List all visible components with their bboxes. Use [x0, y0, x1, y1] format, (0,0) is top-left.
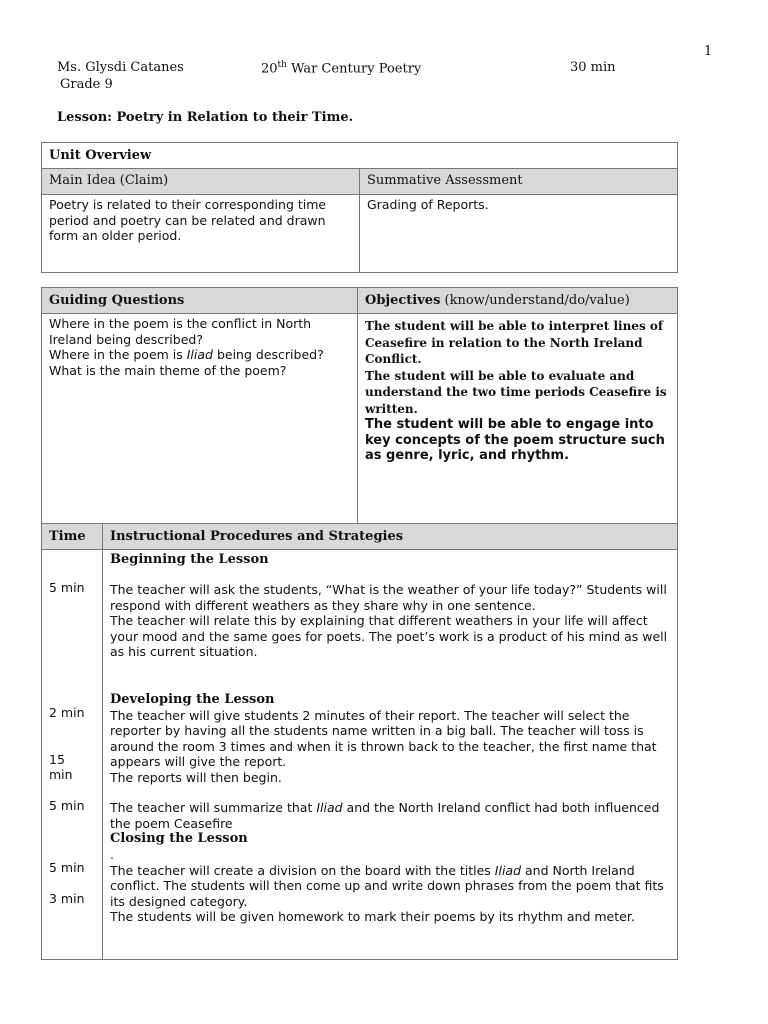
summative-header: Summative Assessment — [360, 169, 678, 195]
main-idea-header: Main Idea (Claim) — [42, 169, 360, 195]
closing-dot: . — [110, 847, 114, 862]
closing-paragraph-1 — [110, 863, 670, 910]
lesson-heading: Lesson: Poetry in Relation to their Time. — [57, 110, 354, 125]
main-idea-text: Poetry is related to their corresponding time period and poetry can be related and drawn form an older period. — [42, 195, 360, 273]
time-homework: 3 min — [49, 891, 85, 906]
strategies-content — [103, 550, 678, 960]
strategies-header: Instructional Procedures and Strategies — [103, 524, 678, 550]
objectives-label: Objectives — [365, 293, 441, 308]
question-2-iliad: Iliad — [186, 347, 213, 362]
dev-p3-post: and the North Ireland conflict had both influenced the poem Ceasefire — [110, 800, 660, 831]
summative-text: Grading of Reports. — [360, 195, 678, 273]
dev-p3-iliad: Iliad — [316, 800, 343, 815]
time-header: Time — [42, 524, 103, 550]
question-2 — [49, 347, 350, 363]
developing-paragraph-3 — [110, 800, 670, 831]
question-2-pre: Where in the poem is — [49, 347, 187, 362]
grade-level: Grade 9 — [60, 77, 113, 92]
time-reports: 15 min — [49, 752, 73, 782]
close-p1-iliad: Iliad — [494, 862, 522, 878]
guiding-questions-list — [42, 314, 358, 524]
closing-paragraph-2: The students will be given homework to mark their poems by its rhythm and meter. — [110, 909, 635, 924]
objectives-header — [358, 288, 678, 314]
time-summary: 5 min — [49, 798, 85, 813]
objectives-sublabel: (know/understand/do/value) — [440, 293, 630, 308]
guiding-questions-header: Guiding Questions — [42, 288, 358, 314]
time-closing: 5 min — [49, 860, 85, 875]
developing-title: Developing the Lesson — [110, 691, 275, 707]
procedures-table — [41, 523, 678, 960]
guiding-objectives-table — [41, 287, 678, 524]
question-1: Where in the poem is the conflict in North Ireland being described? — [49, 316, 312, 347]
beginning-title: Beginning the Lesson — [110, 552, 269, 567]
page-number: 1 — [704, 44, 713, 59]
objective-3: The student will be able to engage into key concepts of the poem structure such as genre, lyric, and rhythm. — [365, 417, 665, 463]
lesson-title — [261, 60, 421, 76]
time-beginning: 5 min — [49, 580, 85, 595]
developing-paragraph-1: The teacher will give students 2 minutes of their report. The teacher will select the reporter by having all the students name written in a big ball. The teacher will toss is around the room 3 times and when it is thrown back to the teacher, the first name that appears will give the report. — [110, 707, 657, 769]
beginning-paragraph-2: The teacher will relate this by explaining that different weathers in your life will affect your mood and the same goes for poets. The poet’s work is a product of his mind as well as his current situation. — [110, 613, 668, 659]
teacher-name: Ms. Glysdi Catanes — [57, 60, 184, 75]
title-number: 20 — [261, 61, 278, 77]
objectives-list — [358, 314, 678, 524]
question-3: What is the main theme of the poem? — [49, 362, 287, 378]
unit-overview-title: Unit Overview — [42, 143, 678, 169]
time-report-prep: 2 min — [49, 705, 85, 720]
close-p1-pre: The teacher will create a division on the board with the titles — [110, 862, 495, 878]
objective-1: The student will be able to interpret lines of Ceasefire in relation to the North Ireland Conflict. — [365, 319, 664, 366]
closing-title: Closing the Lesson — [110, 831, 248, 846]
title-superscript: th — [277, 60, 287, 70]
lesson-duration: 30 min — [570, 60, 616, 75]
close-p1-post: and North Ireland conflict. The students will then come up and write down phrases from the poem that fits its designed category. — [110, 862, 664, 909]
developing-paragraph-2: The reports will then begin. — [110, 769, 282, 785]
title-rest: War Century Poetry — [286, 61, 422, 77]
unit-overview-table — [41, 142, 678, 273]
question-2-post: being described? — [212, 347, 324, 362]
dev-p3-pre: The teacher will summarize that — [110, 800, 317, 815]
beginning-paragraph-1: The teacher will ask the students, “What is the weather of your life today?” Students will respond with different weathers as they share why in one sentence. — [110, 582, 667, 613]
time-column — [42, 550, 103, 960]
objective-2: The student will be able to evaluate and understand the two time periods Ceasefire is written. — [365, 368, 667, 416]
